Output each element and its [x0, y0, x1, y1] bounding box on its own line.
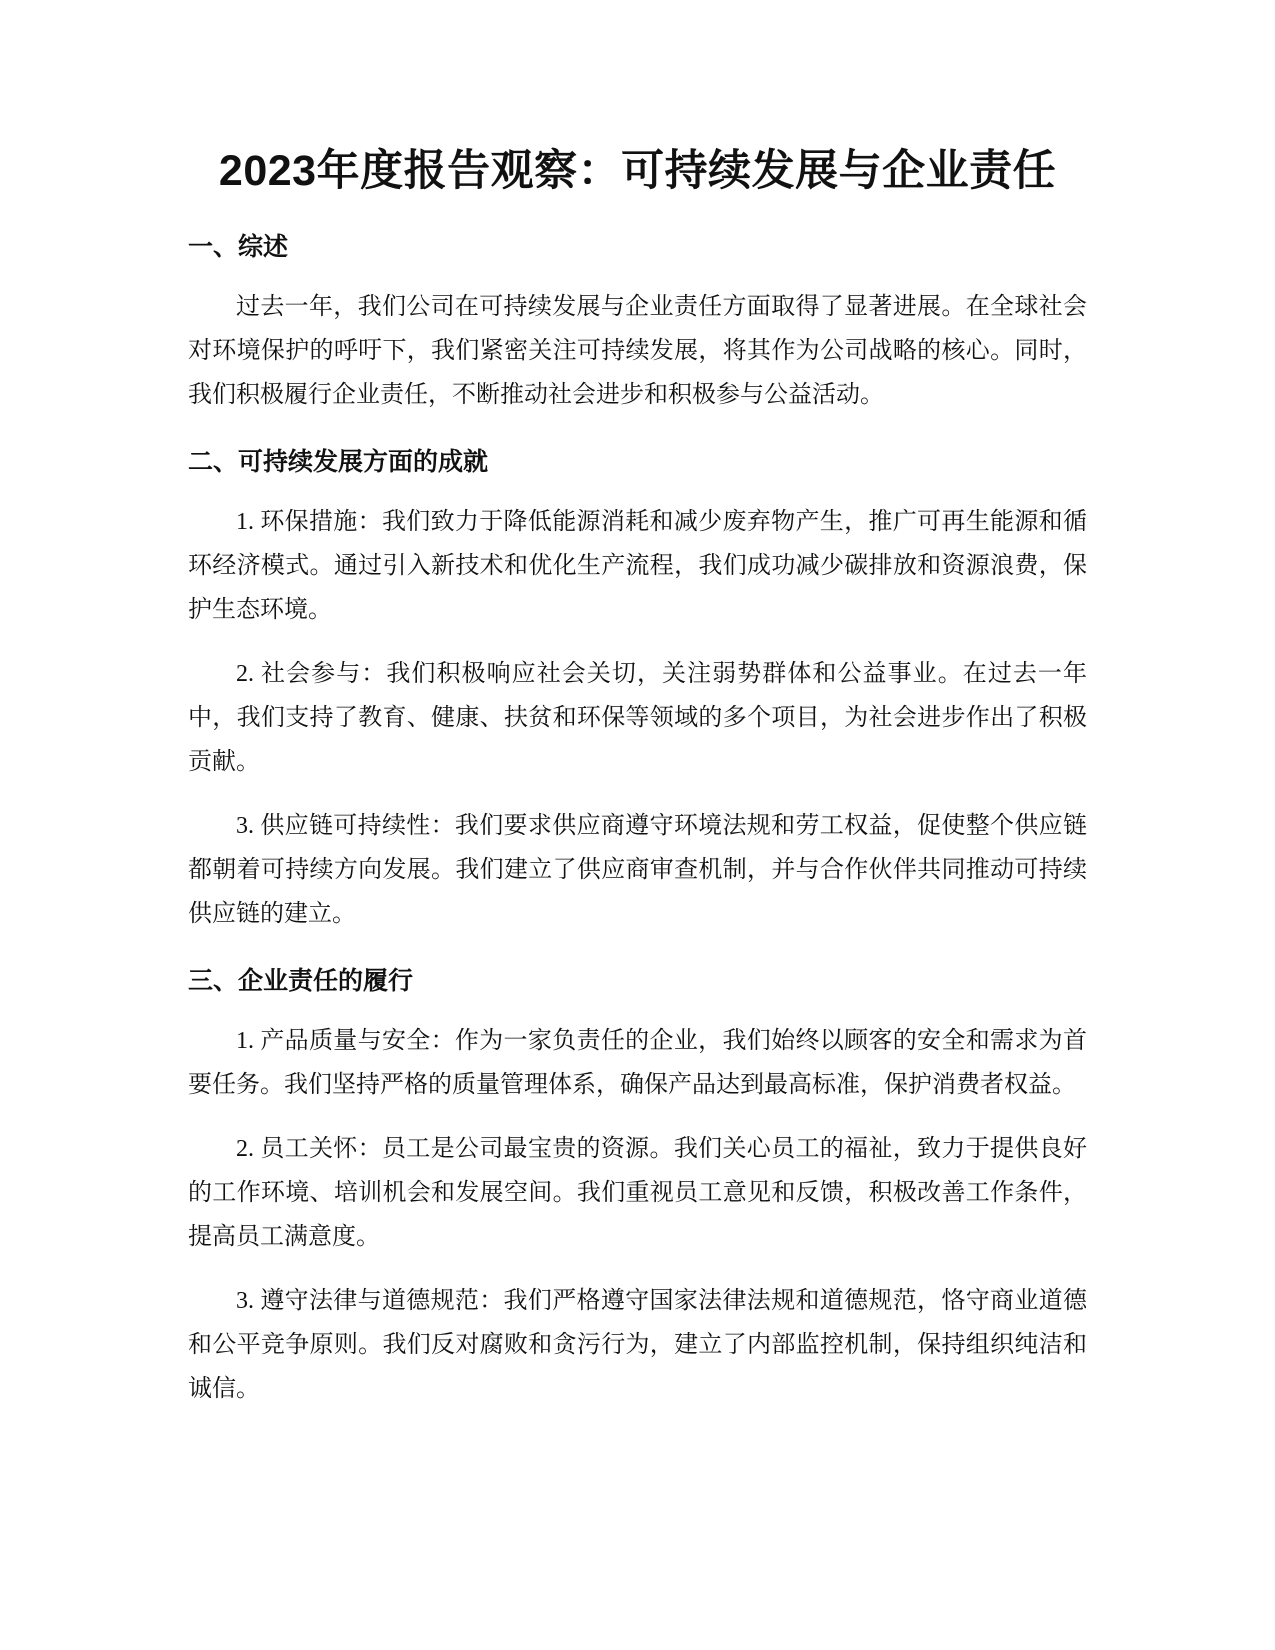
paragraph: 1. 环保措施：我们致力于降低能源消耗和减少废弃物产生，推广可再生能源和循环经济模式。通过引入新技术和优化生产流程，我们成功减少碳排放和资源浪费，保护生态环境。 — [188, 508, 1087, 623]
paragraph: 3. 供应链可持续性：我们要求供应商遵守环境法规和劳工权益，促使整个供应链都朝着可持续方向发展。我们建立了供应商审查机制，并与合作伙伴共同推动可持续供应链的建立。 — [188, 812, 1087, 927]
section-heading-overview: 一、综述 — [188, 232, 289, 261]
paragraph: 1. 产品质量与安全：作为一家负责任的企业，我们始终以顾客的安全和需求为首要任务。我们坚持严格的质量管理体系，确保产品达到最高标准，保护消费者权益。 — [188, 1027, 1087, 1098]
paragraph: 过去一年，我们公司在可持续发展与企业责任方面取得了显著进展。在全球社会对环境保护的呼吁下，我们紧密关注可持续发展，将其作为公司战略的核心。同时，我们积极履行企业责任，不断推动社会进步和积极参与公益活动。 — [188, 293, 1087, 408]
paragraph: 2. 社会参与：我们积极响应社会关切，关注弱势群体和公益事业。在过去一年中，我们支持了教育、健康、扶贫和环保等领域的多个项目，为社会进步作出了积极贡献。 — [188, 660, 1087, 775]
section-heading-responsibility: 三、企业责任的履行 — [188, 966, 414, 995]
document-title: 2023年度报告观察：可持续发展与企业责任 — [218, 147, 1057, 195]
paragraph: 3. 遵守法律与道德规范：我们严格遵守国家法律法规和道德规范，恪守商业道德和公平竞争原则。我们反对腐败和贪污行为，建立了内部监控机制，保持组织纯洁和诚信。 — [188, 1287, 1087, 1402]
section-heading-sustainability: 二、可持续发展方面的成就 — [188, 447, 489, 476]
paragraph: 2. 员工关怀：员工是公司最宝贵的资源。我们关心员工的福祉，致力于提供良好的工作环境、培训机会和发展空间。我们重视员工意见和反馈，积极改善工作条件，提高员工满意度。 — [188, 1135, 1087, 1250]
